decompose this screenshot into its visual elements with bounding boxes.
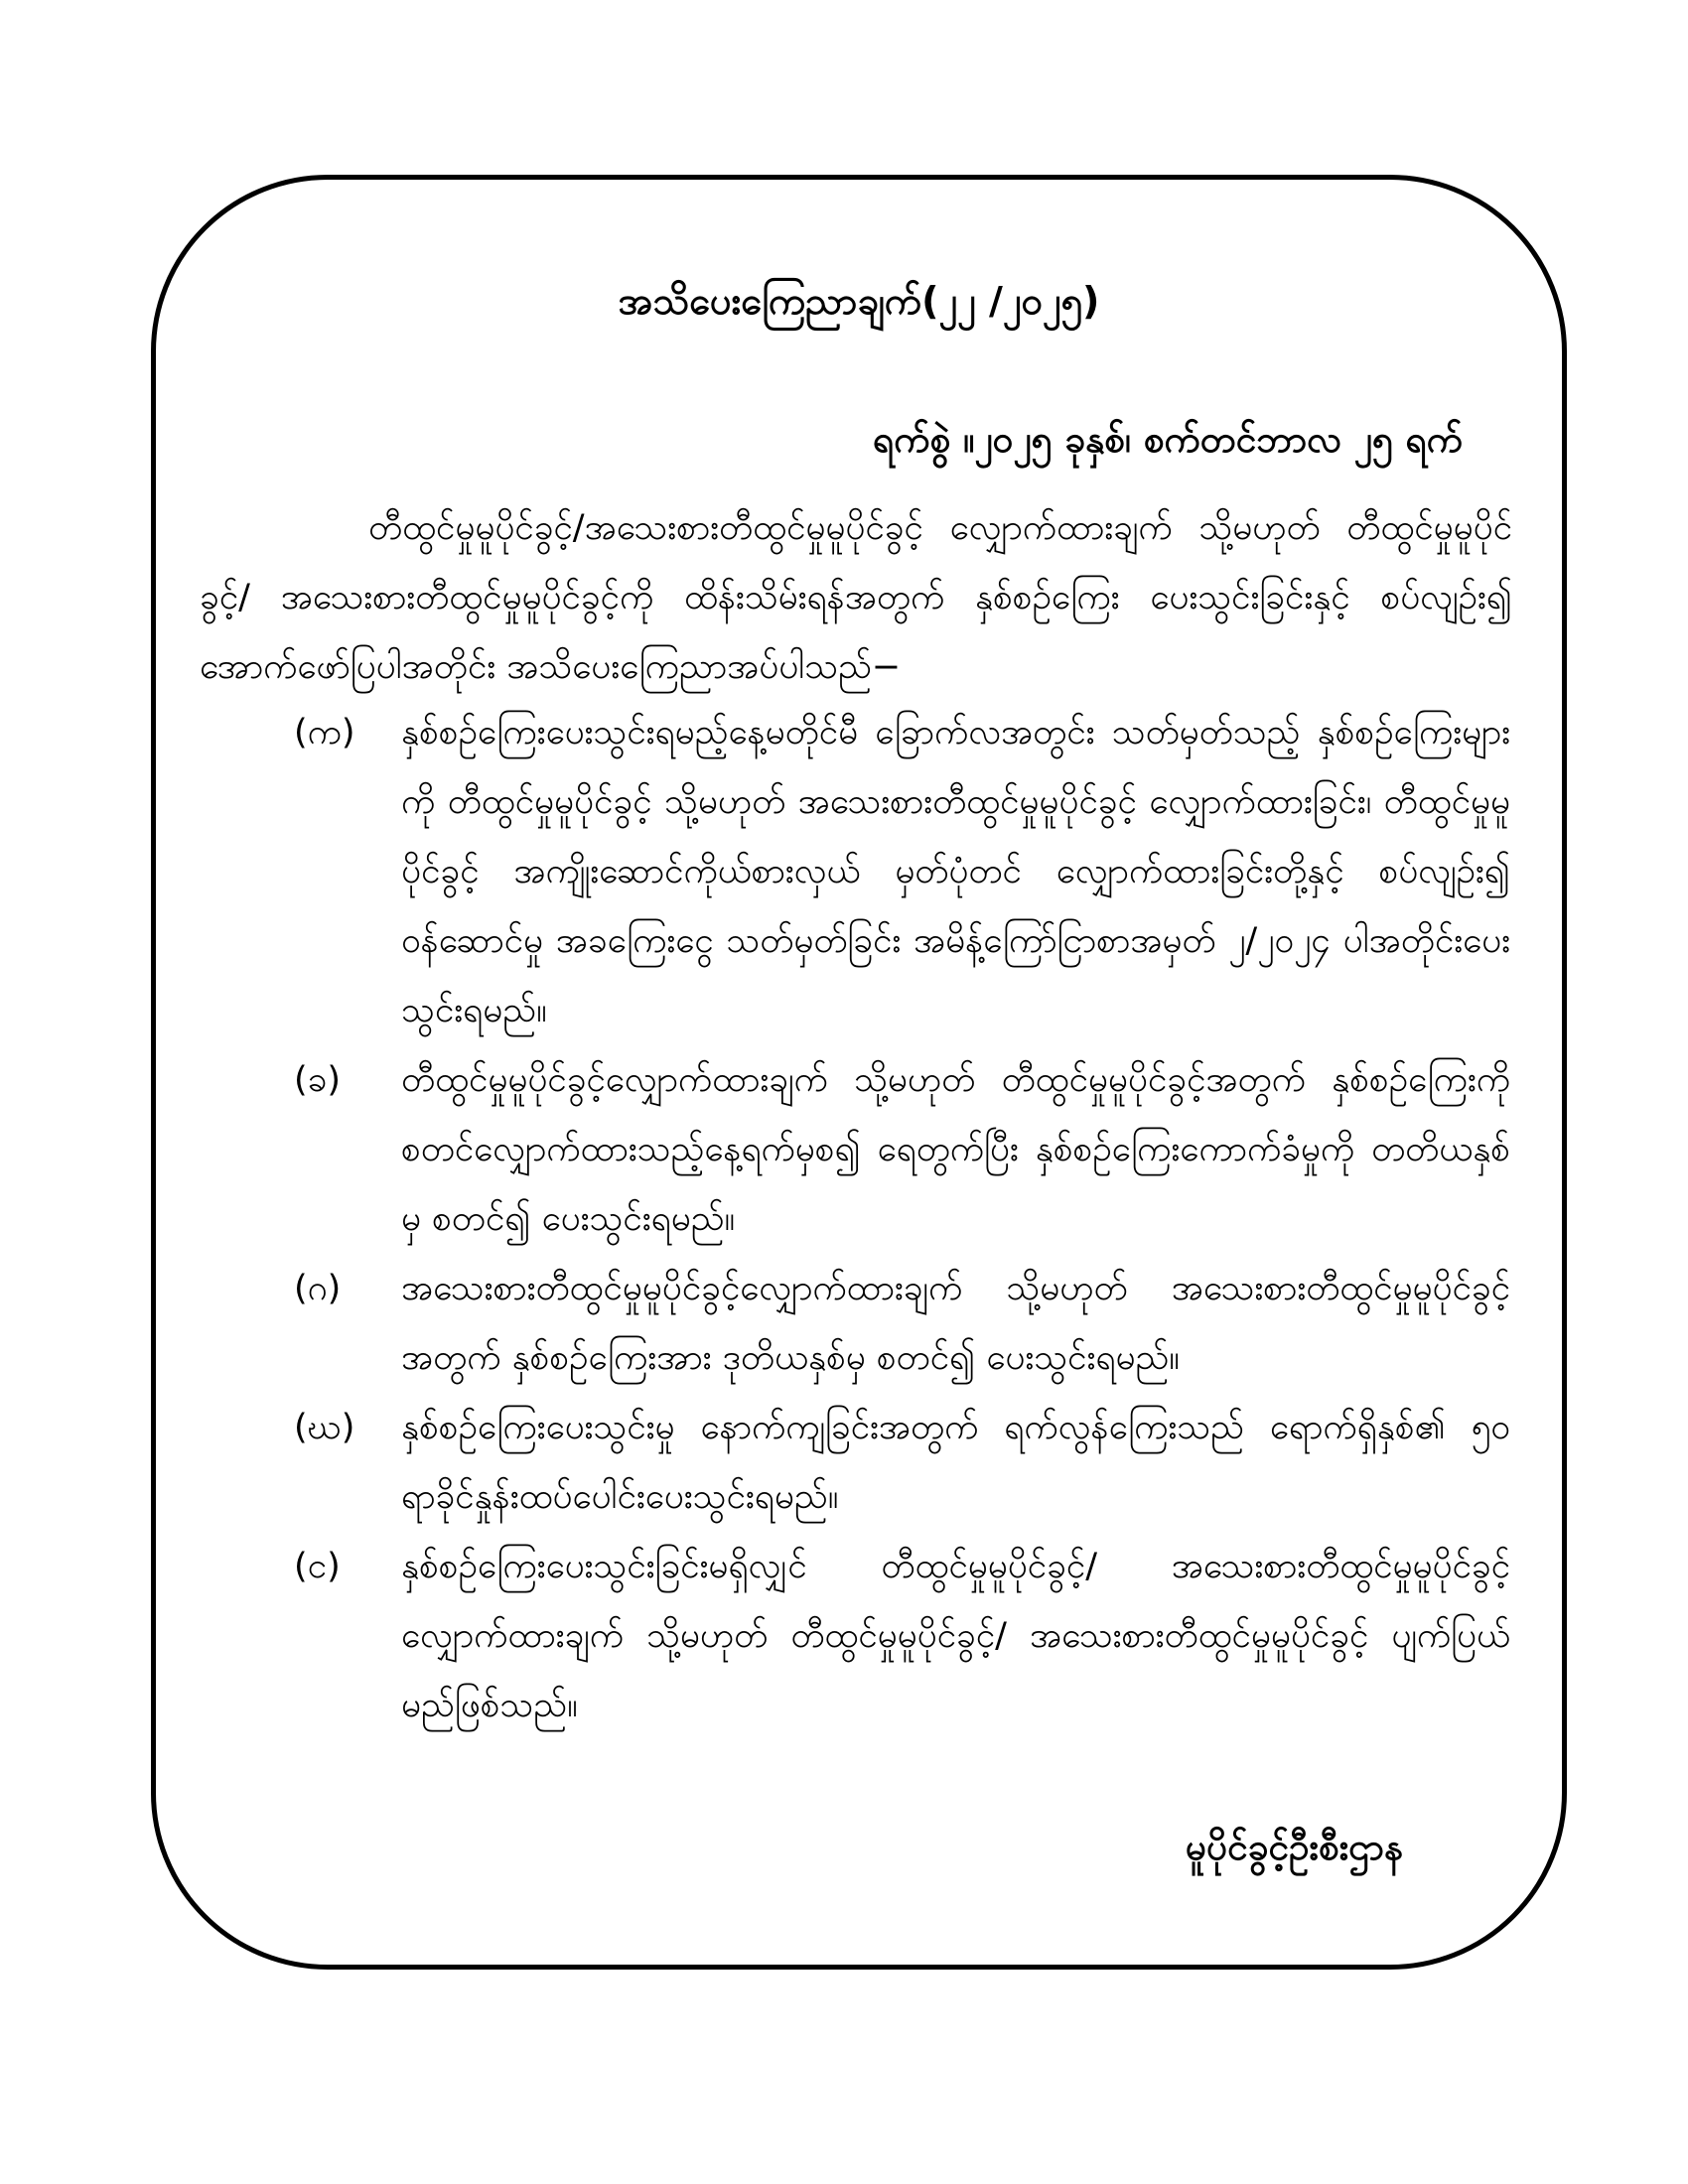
notice-date: ရက်စွဲ ။၂၀၂၅ ခုနှစ်၊ စက်တင်ဘာလ ၂၅ ရက် [873,418,1463,461]
list-item [294,1045,1510,1254]
intro-paragraph: တီထွင်မှုမူပိုင်ခွင့်/အသေးစားတီထွင်မှုမူပိုင်ခွင့် လျှောက်ထားချက် သို့မဟုတ် တီထွင်မှုမူပိုင်ခွင့်/ အသေးစားတီထွင်မှုမူပိုင်ခွင့်ကို ထိန်းသိမ်းရန်အတွက် နှစ်စဉ်ကြေး ပေးသွင်းခြင်းနှင့် စပ်လျဉ်း၍ အောက်ဖော်ပြပါအတိုင်း အသိပေးကြေညာအပ်ပါသည်− [200,508,1512,687]
item-text: တီထွင်မှုမူပိုင်ခွင့်လျှောက်ထားချက် သို့မဟုတ် တီထွင်မှုမူပိုင်ခွင့်အတွက် နှစ်စဉ်ကြေးကို စတင်လျှောက်ထားသည့်နေ့ရက်မှစ၍ ရေတွက်ပြီး နှစ်စဉ်ကြေးကောက်ခံမှုကို တတိယနှစ်မှ စတင်၍ ပေးသွင်းရမည်။ [401,1060,1510,1239]
item-text: နှစ်စဉ်ကြေးပေးသွင်းရမည့်နေ့မတိုင်မီ ခြောက်လအတွင်း သတ်မှတ်သည့် နှစ်စဉ်ကြေးများကို တီထွင်မှုမူပိုင်ခွင့် သို့မဟုတ် အသေးစားတီထွင်မှုမူပိုင်ခွင့် လျှောက်ထားခြင်း၊ တီထွင်မှုမူပိုင်ခွင့် အကျိုးဆောင်ကိုယ်စားလှယ် မှတ်ပုံတင် လျှောက်ထားခြင်းတို့နှင့် စပ်လျဉ်း၍ ဝန်ဆောင်မှု အခကြေးငွေ သတ်မှတ်ခြင်း အမိန့်ကြော်ငြာစာအမှတ် ၂/၂၀၂၄ ပါအတိုင်းပေးသွင်းရမည်။ [401,713,1510,1030]
item-marker: (က) [294,713,355,752]
list-item [294,1532,1510,1740]
list-item [294,1393,1510,1532]
notice-title: အသိပေးကြေညာချက်(၂၂ /၂၀၂၅) [618,279,1100,323]
item-marker: (င) [294,1547,341,1586]
item-marker: (ဃ) [294,1408,355,1447]
item-text: နှစ်စဉ်ကြေးပေးသွင်းမှု နောက်ကျခြင်းအတွက် ရက်လွန်ကြေးသည် ရောက်ရှိနှစ်၏ ၅၀ ရာခိုင်နှုန်းထပ်ပေါင်းပေးသွင်းရမည်။ [401,1408,1510,1517]
list-item [294,698,1510,1045]
list-item [294,1254,1510,1393]
item-marker: (ခ) [294,1060,341,1100]
issuing-department: မူပိုင်ခွင့်ဦးစီးဌာန [1185,1826,1403,1868]
item-marker: (ဂ) [294,1269,342,1308]
item-text: နှစ်စဉ်ကြေးပေးသွင်းခြင်းမရှိလျှင် တီထွင်မှုမူပိုင်ခွင့်/ အသေးစားတီထွင်မှုမူပိုင်ခွင့် လျှောက်ထားချက် သို့မဟုတ် တီထွင်မှုမူပိုင်ခွင့်/ အသေးစားတီထွင်မှုမူပိုင်ခွင့် ပျက်ပြယ်မည်ဖြစ်သည်။ [401,1547,1510,1725]
item-text: အသေးစားတီထွင်မှုမူပိုင်ခွင့်လျှောက်ထားချက် သို့မဟုတ် အသေးစားတီထွင်မှုမူပိုင်ခွင့်အတွက် နှစ်စဉ်ကြေးအား ဒုတိယနှစ်မှ စတင်၍ ပေးသွင်းရမည်။ [401,1269,1510,1378]
notice-frame [151,175,1567,1970]
provisions-list [294,698,1510,1740]
